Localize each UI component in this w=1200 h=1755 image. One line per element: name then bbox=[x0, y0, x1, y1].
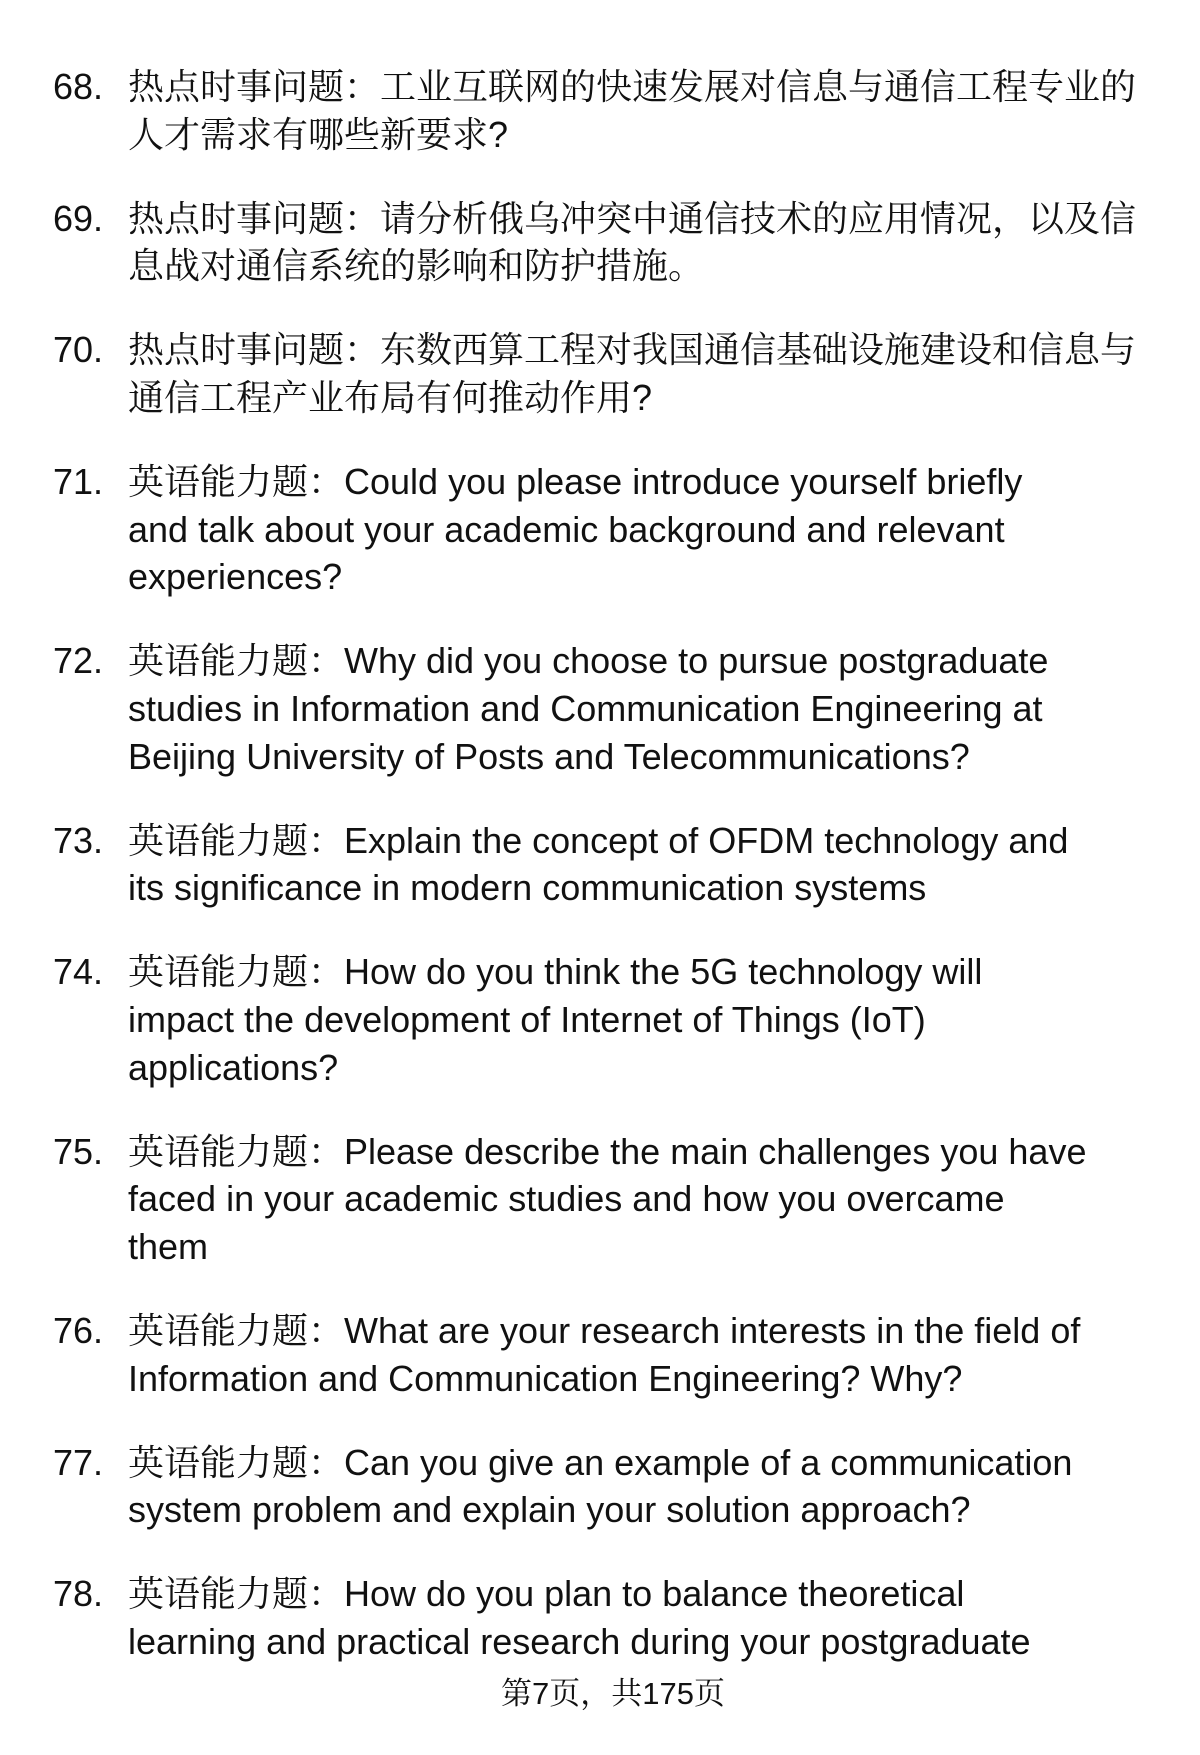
question-item-75 bbox=[0, 1128, 1200, 1271]
question-item-68 bbox=[0, 63, 1200, 159]
question-number: 69. bbox=[53, 197, 104, 239]
question-text-line: them bbox=[128, 1226, 209, 1268]
question-text-line: impact the development of Internet of Things (IoT) bbox=[128, 998, 926, 1040]
question-text bbox=[128, 948, 1200, 1091]
question-text-line: 英语能力题：Can you give an example of a communication bbox=[128, 1441, 1073, 1483]
question-text-line: 人才需求有哪些新要求? bbox=[128, 113, 509, 155]
question-text-line: its significance in modern communication systems bbox=[128, 867, 927, 909]
question-item-72 bbox=[0, 637, 1200, 780]
question-text-line: Information and Communication Engineering? Why? bbox=[128, 1357, 963, 1399]
question-item-70 bbox=[0, 326, 1200, 422]
question-item-69 bbox=[0, 195, 1200, 291]
question-text bbox=[128, 1128, 1200, 1271]
question-item-73 bbox=[0, 817, 1200, 913]
question-text-line: 英语能力题：What are your research interests in the field of bbox=[128, 1309, 1081, 1351]
question-text bbox=[128, 458, 1200, 601]
question-item-71 bbox=[0, 458, 1200, 601]
question-number: 73. bbox=[53, 819, 104, 861]
question-text-line: learning and practical research during your postgraduate bbox=[128, 1620, 1031, 1662]
question-number: 70. bbox=[53, 329, 104, 371]
question-text-line: studies in Information and Communication Engineering at bbox=[128, 687, 1043, 729]
question-text-line: 英语能力题：How do you plan to balance theoretical bbox=[128, 1573, 965, 1615]
question-list bbox=[0, 63, 1200, 1666]
question-text bbox=[128, 1307, 1200, 1403]
question-text-line: Beijing University of Posts and Telecommunications? bbox=[128, 735, 970, 777]
question-text-line: 英语能力题：Explain the concept of OFDM technology and bbox=[128, 819, 1069, 861]
question-text-line: 热点时事问题：工业互联网的快速发展对信息与通信工程专业的 bbox=[128, 66, 1137, 107]
question-text bbox=[128, 326, 1200, 422]
question-text-line: and talk about your academic background and relevant bbox=[128, 508, 1005, 550]
question-number: 78. bbox=[53, 1573, 104, 1615]
question-text bbox=[128, 1570, 1200, 1666]
question-text-line: 热点时事问题：请分析俄乌冲突中通信技术的应用情况，以及信 bbox=[128, 197, 1137, 239]
question-text-line: 英语能力题：Why did you choose to pursue postgraduate bbox=[128, 640, 1049, 682]
question-text-line: 热点时事问题：东数西算工程对我国通信基础设施建设和信息与 bbox=[128, 329, 1137, 371]
question-text bbox=[128, 817, 1200, 913]
question-number: 72. bbox=[53, 640, 104, 682]
question-text bbox=[128, 195, 1200, 291]
question-text-line: faced in your academic studies and how you overcame bbox=[128, 1178, 1005, 1220]
question-text-line: 英语能力题：How do you think the 5G technology will bbox=[128, 951, 983, 993]
question-text bbox=[128, 1439, 1200, 1535]
question-number: 76. bbox=[53, 1309, 104, 1351]
question-number: 75. bbox=[53, 1130, 104, 1172]
question-item-78 bbox=[0, 1570, 1200, 1666]
question-text-line: 英语能力题：Could you please introduce yourself briefly bbox=[128, 460, 1023, 502]
question-text bbox=[128, 63, 1200, 159]
question-item-74 bbox=[0, 948, 1200, 1091]
question-text bbox=[128, 637, 1200, 780]
question-text-line: 通信工程产业布局有何推动作用? bbox=[128, 376, 653, 418]
question-item-76 bbox=[0, 1307, 1200, 1403]
question-number: 77. bbox=[53, 1441, 104, 1483]
question-number: 68. bbox=[53, 66, 104, 107]
question-text-line: applications? bbox=[128, 1046, 339, 1088]
question-number: 74. bbox=[53, 951, 104, 993]
page-number-footer: 第7页，共175页 bbox=[501, 1676, 725, 1711]
question-number: 71. bbox=[53, 460, 104, 502]
question-text-line: system problem and explain your solution approach? bbox=[128, 1489, 971, 1531]
question-text-line: 息战对通信系统的影响和防护措施。 bbox=[128, 245, 705, 287]
question-item-77 bbox=[0, 1439, 1200, 1535]
question-text-line: experiences? bbox=[128, 556, 343, 598]
question-text-line: 英语能力题：Please describe the main challenges you have bbox=[128, 1130, 1087, 1172]
